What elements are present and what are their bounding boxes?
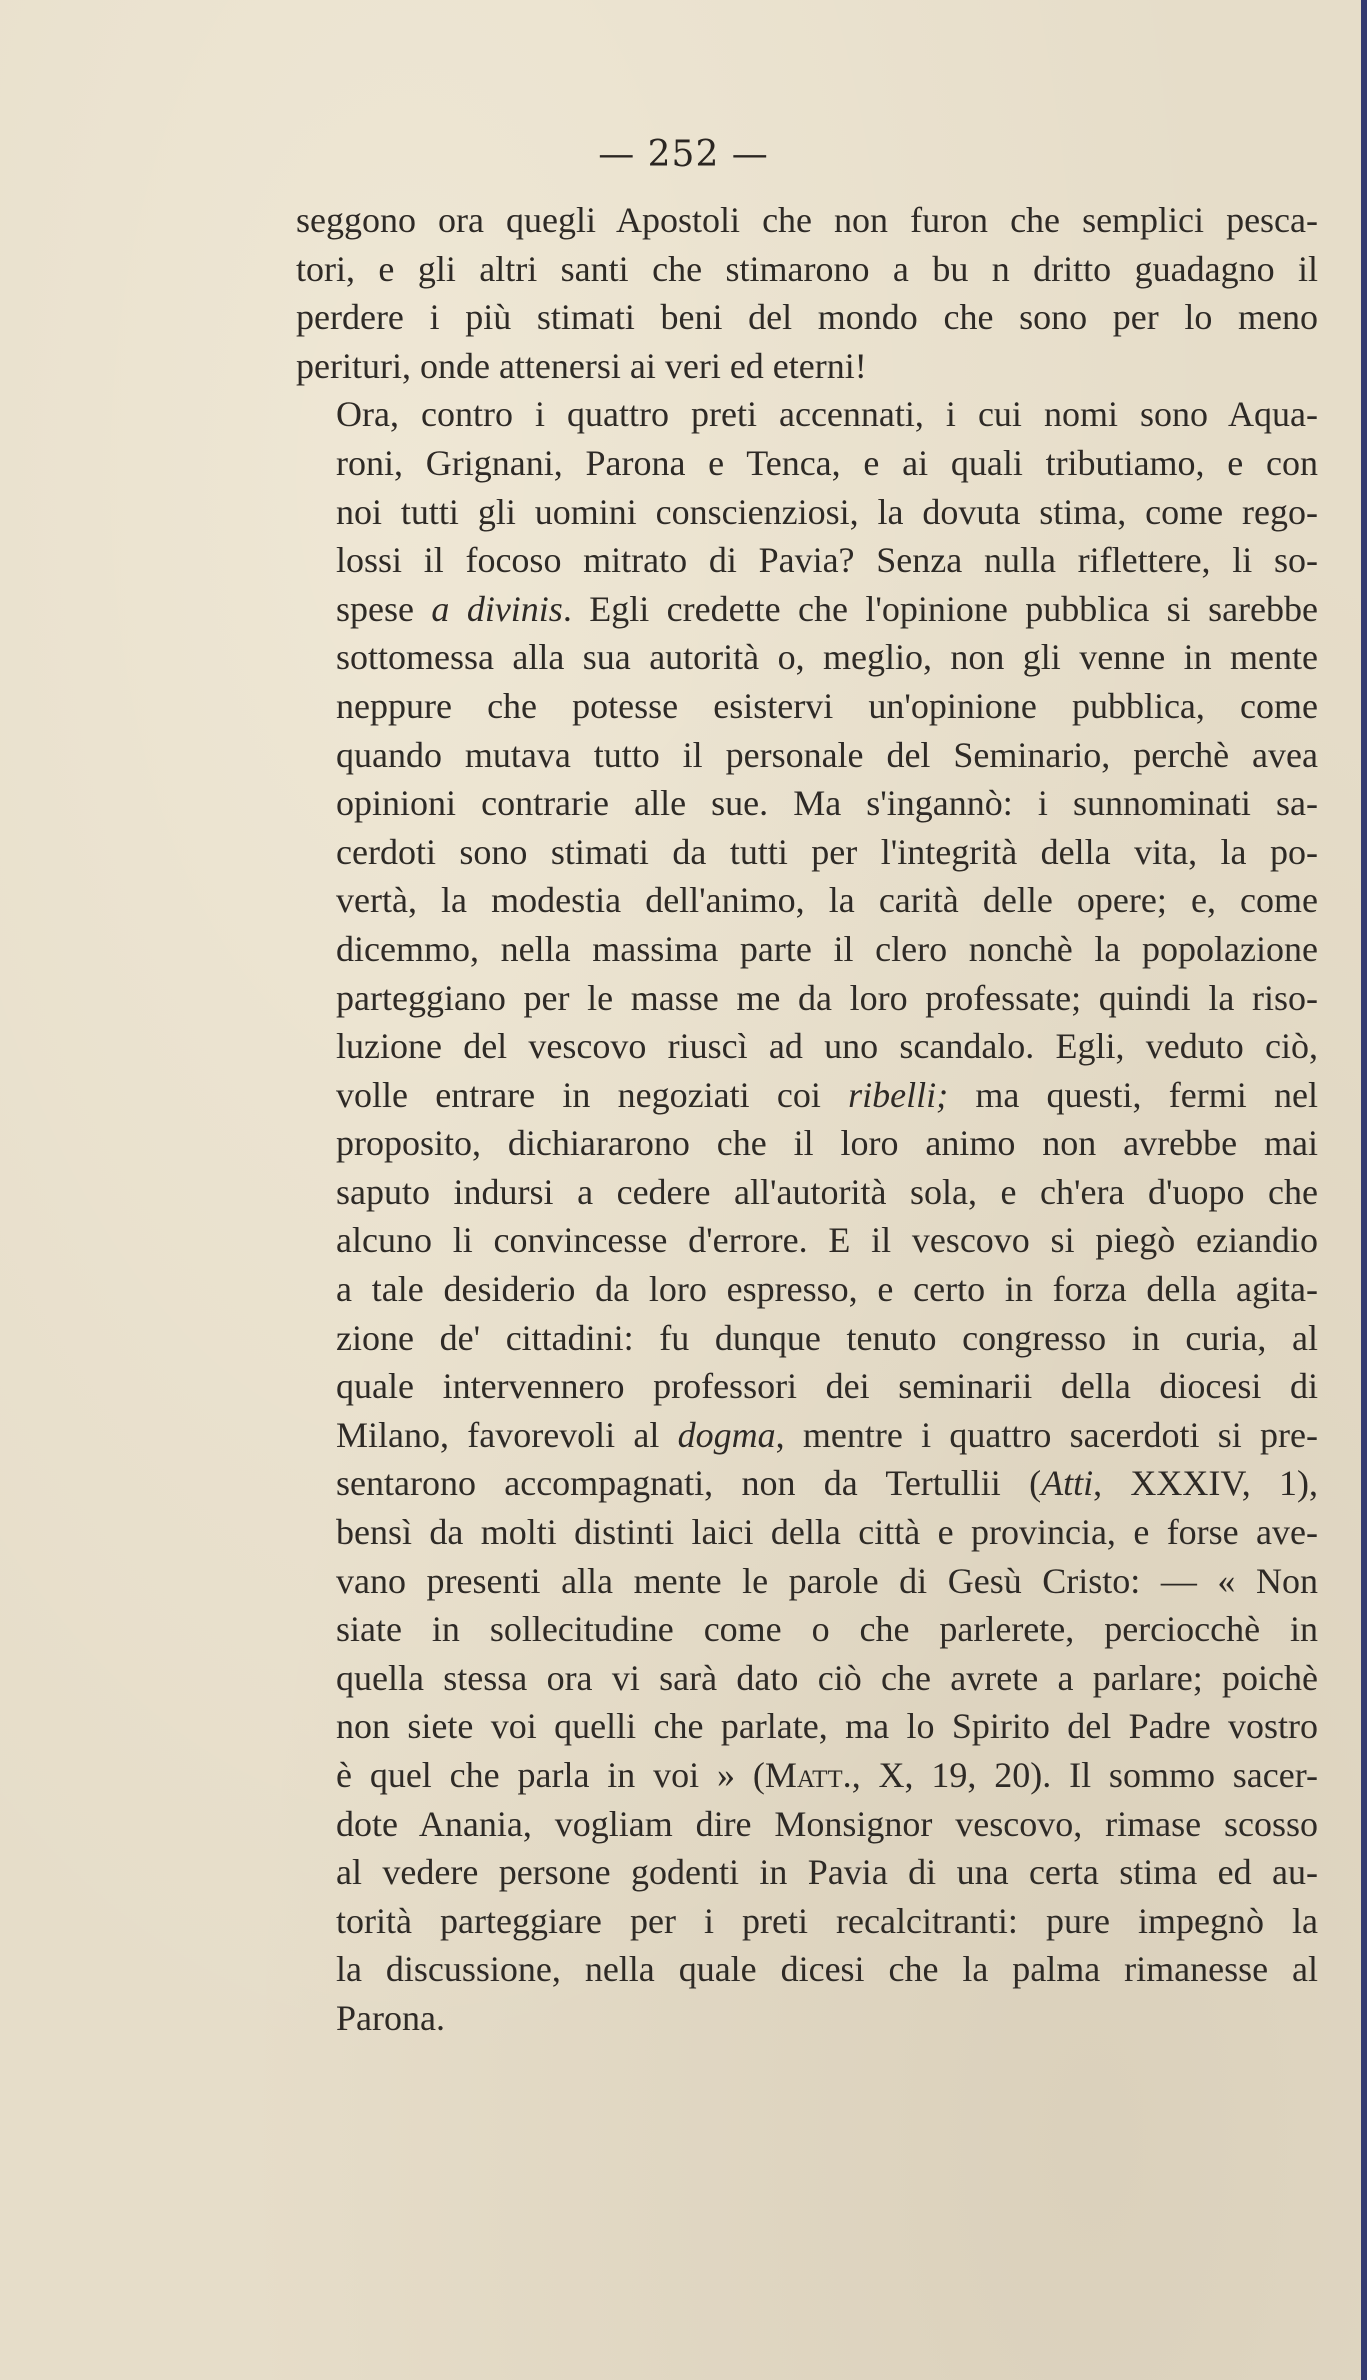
text-line: perdere i più stimati beni del mondo che sono per lo meno — [296, 297, 1318, 338]
text-line: non siete voi quelli che parlate, ma lo Spirito del Padre vostro — [336, 1706, 1318, 1747]
text-line: al vedere persone godenti in Pavia di una certa stima ed au- — [336, 1852, 1318, 1893]
text-line: perituri, onde attenersi ai veri ed eterni! — [296, 345, 867, 386]
text-line: quando mutava tutto il personale del Seminario, perchè avea — [336, 734, 1318, 775]
italic-text: dogma — [677, 1414, 776, 1455]
text-line: seggono ora quegli Apostoli che non furon che semplici pesca- — [296, 200, 1318, 240]
text-line: a tale desiderio da loro espresso, e certo in forza della agita- — [336, 1269, 1318, 1310]
paragraph-1 — [296, 196, 1318, 390]
text-line: siate in sollecitudine come o che parlerete, perciocchè in — [336, 1609, 1318, 1650]
text-line: proposito, dichiararono che il loro animo non avrebbe mai — [336, 1123, 1318, 1164]
text-line: sottomessa alla sua autorità o, meglio, non gli venne in mente — [336, 637, 1318, 678]
text-line: Milano, favorevoli al dogma, mentre i quattro sacerdoti si pre- — [336, 1414, 1318, 1455]
smallcaps-text: Matt. — [764, 1755, 852, 1795]
text-line: vertà, la modestia dell'animo, la carità delle opere; e, come — [336, 880, 1318, 921]
text-line: torità parteggiare per i preti recalcitranti: pure impegnò la — [336, 1900, 1318, 1941]
text-line: alcuno li convincesse d'errore. E il vescovo si piegò eziandio — [336, 1220, 1318, 1261]
text-line: Ora, contro i quattro preti accennati, i cui nomi sono Aqua- — [336, 394, 1318, 435]
text-line: parteggiano per le masse me da loro professate; quindi la riso- — [336, 977, 1318, 1018]
text-line: volle entrare in negoziati coi ribelli; ma questi, fermi nel — [336, 1074, 1318, 1115]
italic-text: a divinis — [431, 588, 563, 629]
body-text — [296, 196, 1318, 2043]
text-line: è quel che parla in voi » (Matt., X, 19, 20). Il sommo sacer- — [336, 1755, 1318, 1795]
text-line: noi tutti gli uomini conscienziosi, la dovuta stima, come rego- — [336, 491, 1318, 532]
text-line: lossi il focoso mitrato di Pavia? Senza nulla riflettere, li so- — [336, 540, 1318, 581]
italic-text: Atti — [1041, 1463, 1094, 1504]
text-line: sentarono accompagnati, non da Tertullii (Atti, XXXIV, 1), — [336, 1463, 1319, 1504]
text-line: quale intervennero professori dei seminarii della diocesi di — [336, 1366, 1318, 1407]
text-line: spese a divinis. Egli credette che l'opinione pubblica si sarebbe — [336, 588, 1319, 629]
text-line: opinioni contrarie alle sue. Ma s'ingannò: i sunnominati sa- — [336, 783, 1318, 824]
text-line: dote Anania, vogliam dire Monsignor vescovo, rimase scosso — [336, 1803, 1318, 1844]
text-line: vano presenti alla mente le parole di Gesù Cristo: — « Non — [336, 1560, 1318, 1601]
text-line: neppure che potesse esistervi un'opinione pubblica, come — [336, 685, 1318, 726]
text-line: tori, e gli altri santi che stimarono a bu n dritto guadagno il — [296, 248, 1318, 289]
text-line: saputo indursi a cedere all'autorità sola, e ch'era d'uopo che — [336, 1171, 1318, 1212]
text-line: luzione del vescovo riuscì ad uno scandalo. Egli, veduto ciò, — [336, 1026, 1318, 1067]
text-line: cerdoti sono stimati da tutti per l'integrità della vita, la po- — [336, 831, 1318, 872]
text-line: quella stessa ora vi sarà dato ciò che avrete a parlare; poichè — [336, 1657, 1318, 1698]
text-line: zione de' cittadini: fu dunque tenuto congresso in curia, al — [336, 1317, 1318, 1358]
text-line: dicemmo, nella massima parte il clero nonchè la popolazione — [336, 928, 1318, 969]
text-line: la discussione, nella quale dicesi che la palma rimanesse al — [336, 1949, 1318, 1990]
text-line: Parona. — [336, 1997, 445, 2038]
text-line: bensì da molti distinti laici della città e provincia, e forse ave- — [336, 1512, 1318, 1553]
page-edge — [1361, 0, 1367, 2380]
italic-text: ribelli; — [848, 1074, 949, 1115]
paragraph-2 — [296, 390, 1318, 2042]
page-number: — 252 — — [598, 134, 769, 175]
text-line: roni, Grignani, Parona e Tenca, e ai quali tributiamo, e con — [336, 442, 1318, 483]
